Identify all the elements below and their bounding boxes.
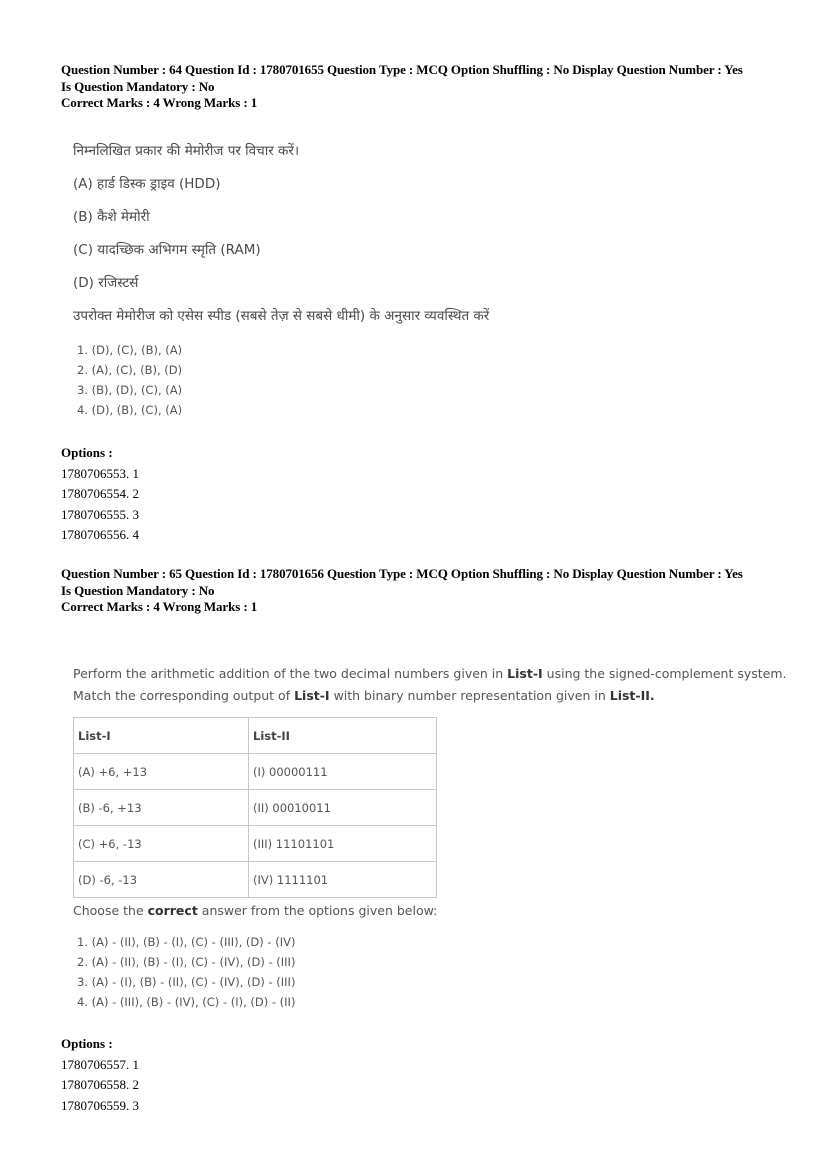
table-cell: (B) -6, +13 bbox=[74, 790, 249, 826]
question-65-choice-2: 2. (A) - (II), (B) - (I), (C) - (IV), (D) - (III) bbox=[77, 955, 296, 969]
options-heading: Options : bbox=[61, 445, 113, 460]
question-64-choice-2: 2. (A), (C), (B), (D) bbox=[77, 363, 183, 377]
table-row bbox=[74, 790, 437, 826]
option-row: 1780706559. 3 bbox=[61, 1097, 139, 1113]
option-row: 1780706556. 4 bbox=[61, 527, 139, 542]
table-cell: (III) 11101101 bbox=[249, 826, 437, 862]
intro-text: using the signed-complement system. bbox=[542, 666, 787, 681]
table-cell: (D) -6, -13 bbox=[74, 862, 249, 898]
question-65-intro-line1 bbox=[73, 666, 787, 681]
table-header-list-2: List-II bbox=[249, 718, 437, 754]
question-65-choice-4: 4. (A) - (III), (B) - (IV), (C) - (I), (D) - (II) bbox=[77, 995, 296, 1009]
table-cell: (I) 00000111 bbox=[249, 754, 437, 790]
option-row: 1780706555. 3 bbox=[61, 506, 139, 522]
intro-text: Match the corresponding output of bbox=[73, 688, 295, 703]
match-table bbox=[73, 717, 437, 898]
option-row: 1780706558. 2 bbox=[61, 1077, 139, 1092]
table-cell: (A) +6, +13 bbox=[74, 754, 249, 790]
options-heading: Options : bbox=[61, 1036, 113, 1051]
question-64-prompt: निम्नलिखित प्रकार की मेमोरीज पर विचार करें। bbox=[73, 143, 300, 159]
question-65-meta bbox=[61, 566, 801, 616]
intro-emphasis: List-II. bbox=[609, 688, 655, 703]
choose-text: answer from the options given below: bbox=[197, 903, 438, 918]
question-65-choose-line bbox=[73, 903, 437, 918]
option-row: 1780706557. 1 bbox=[61, 1056, 139, 1072]
question-64-item-c: (C) यादच्छिक अभिगम स्मृति (RAM) bbox=[73, 242, 261, 258]
table-row bbox=[74, 826, 437, 862]
question-65-choice-3: 3. (A) - (I), (B) - (II), (C) - (IV), (D) - (III) bbox=[77, 975, 296, 989]
question-64-instruction: उपरोक्त मेमोरीज को एसेस स्पीड (सबसे तेज़ से सबसे धीमी) के अनुसार व्यवस्थित करें bbox=[73, 308, 490, 324]
question-64-meta-line1: Question Number : 64 Question Id : 1780701655 Question Type : MCQ Option Shuffling : No Display Question Number : Yes bbox=[61, 62, 743, 77]
question-64-choice-3: 3. (B), (D), (C), (A) bbox=[77, 383, 183, 397]
table-cell: (C) +6, -13 bbox=[74, 826, 249, 862]
table-header-row bbox=[74, 718, 437, 754]
question-64-content bbox=[73, 136, 773, 426]
intro-text: Perform the arithmetic addition of the two decimal numbers given in bbox=[73, 666, 508, 681]
question-65-content bbox=[73, 666, 787, 1016]
question-65-meta-line3: Correct Marks : 4 Wrong Marks : 1 bbox=[61, 599, 258, 614]
table-header-list-1: List-I bbox=[74, 718, 249, 754]
intro-emphasis: List-I bbox=[294, 688, 330, 703]
table-row bbox=[74, 754, 437, 790]
choose-emphasis: correct bbox=[147, 903, 198, 918]
option-row: 1780706553. 1 bbox=[61, 465, 139, 481]
question-64-meta-line2: Is Question Mandatory : No bbox=[61, 78, 215, 94]
table-row bbox=[74, 862, 437, 898]
question-65-options bbox=[61, 1034, 139, 1116]
intro-emphasis: List-I bbox=[507, 666, 543, 681]
question-64-choice-1: 1. (D), (C), (B), (A) bbox=[77, 343, 183, 357]
option-row: 1780706554. 2 bbox=[61, 486, 139, 501]
question-65-choice-1: 1. (A) - (II), (B) - (I), (C) - (III), (D) - (IV) bbox=[77, 935, 296, 949]
question-64-item-a: (A) हार्ड डिस्क ड्राइव (HDD) bbox=[73, 176, 221, 192]
question-64-meta-line3: Correct Marks : 4 Wrong Marks : 1 bbox=[61, 95, 258, 110]
question-64-options bbox=[61, 443, 139, 546]
question-64-item-b: (B) कैशे मेमोरी bbox=[73, 209, 150, 225]
table-cell: (IV) 1111101 bbox=[249, 862, 437, 898]
question-64-item-d: (D) रजिस्टर्स bbox=[73, 275, 139, 291]
choose-text: Choose the bbox=[73, 903, 148, 918]
question-65-meta-line1: Question Number : 65 Question Id : 1780701656 Question Type : MCQ Option Shuffling : No Display Question Number : Yes bbox=[61, 566, 743, 581]
question-65-intro-line2 bbox=[73, 688, 655, 703]
question-64-choice-4: 4. (D), (B), (C), (A) bbox=[77, 403, 183, 417]
question-64-meta bbox=[61, 62, 801, 112]
question-65-meta-line2: Is Question Mandatory : No bbox=[61, 582, 215, 598]
table-cell: (II) 00010011 bbox=[249, 790, 437, 826]
intro-text: with binary number representation given in bbox=[329, 688, 610, 703]
